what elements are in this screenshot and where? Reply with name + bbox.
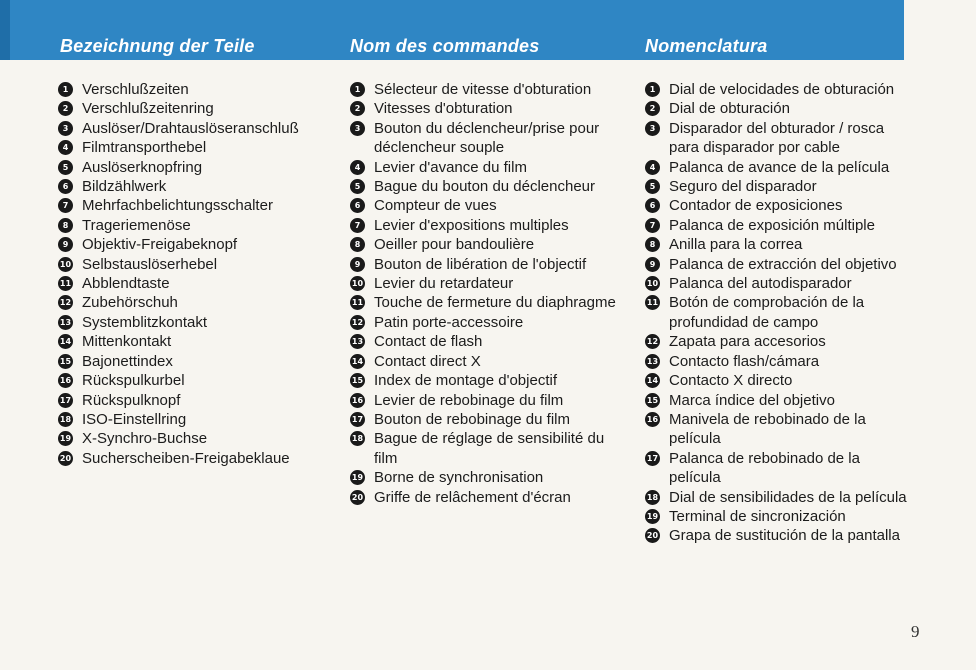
- item-label: Auslöserknopfring: [82, 158, 203, 176]
- list-item: [350, 99, 618, 118]
- list-item: [645, 99, 907, 118]
- number-badge: 20: [58, 451, 73, 466]
- list-item: [350, 158, 618, 177]
- list-item: [350, 410, 618, 429]
- list-item: [350, 216, 618, 235]
- number-badge: 15: [645, 393, 660, 408]
- number-badge: 14: [645, 373, 660, 388]
- list-item: [58, 371, 328, 390]
- list-item: [350, 371, 618, 390]
- list-item: [58, 119, 328, 138]
- number-badge: 5: [645, 179, 660, 194]
- number-badge: 11: [58, 276, 73, 291]
- item-label: Mittenkontakt: [82, 333, 172, 351]
- number-badge: 5: [350, 179, 365, 194]
- list-item: [645, 526, 907, 545]
- edge-mark: [0, 0, 10, 60]
- item-label: Palanca de avance de la película: [669, 158, 890, 176]
- list-item: [58, 332, 328, 351]
- title-german: Bezeichnung der Teile: [60, 36, 255, 56]
- number-badge: 11: [645, 295, 660, 310]
- item-label: Disparador del obturador / rosca para disparador por cable: [669, 119, 885, 157]
- page-number: 9: [911, 622, 920, 641]
- list-item: [58, 429, 328, 448]
- number-badge: 8: [350, 237, 365, 252]
- list-item: [645, 119, 907, 158]
- item-label: Anilla para la correa: [669, 236, 803, 254]
- number-badge: 19: [645, 509, 660, 524]
- number-badge: 1: [645, 82, 660, 97]
- number-badge: 12: [350, 315, 365, 330]
- item-label: Marca índice del objetivo: [669, 391, 835, 409]
- number-badge: 17: [350, 412, 365, 427]
- item-label: Zapata para accesorios: [669, 333, 826, 351]
- number-badge: 7: [58, 198, 73, 213]
- french-parts-list: [350, 80, 618, 507]
- item-label: Compteur de vues: [374, 197, 497, 215]
- number-badge: 18: [58, 412, 73, 427]
- number-badge: 6: [58, 179, 73, 194]
- list-item: [350, 196, 618, 215]
- list-item: [58, 255, 328, 274]
- item-label: Contacto X directo: [669, 372, 793, 390]
- list-item: [645, 177, 907, 196]
- list-item: [58, 391, 328, 410]
- list-item: [645, 391, 907, 410]
- item-label: Grapa de sustitución de la pantalla: [669, 527, 900, 545]
- list-item: [58, 99, 328, 118]
- list-item: [645, 274, 907, 293]
- number-badge: 9: [58, 237, 73, 252]
- number-badge: 14: [350, 354, 365, 369]
- number-badge: 4: [645, 160, 660, 175]
- item-label: Dial de velocidades de obturación: [669, 81, 895, 98]
- number-badge: 3: [645, 121, 660, 136]
- number-badge: 4: [58, 140, 73, 155]
- number-badge: 7: [350, 218, 365, 233]
- number-badge: 10: [58, 257, 73, 272]
- item-label: Griffe de relâchement d'écran: [374, 488, 571, 506]
- list-item: [645, 332, 907, 351]
- item-label: Levier de rebobinage du film: [374, 391, 564, 409]
- list-item: [350, 429, 618, 468]
- number-badge: 14: [58, 334, 73, 349]
- item-label: Bajonettindex: [82, 352, 173, 370]
- list-item: [58, 158, 328, 177]
- number-badge: 19: [58, 431, 73, 446]
- list-item: [645, 507, 907, 526]
- number-badge: 2: [58, 101, 73, 116]
- item-label: Levier d'expositions multiples: [374, 216, 569, 234]
- item-label: Bouton de rebobinage du film: [374, 410, 570, 428]
- item-label: Verschlußzeiten: [82, 81, 189, 98]
- item-label: Selbstauslöserhebel: [82, 255, 218, 273]
- list-item: [645, 371, 907, 390]
- list-item: [645, 80, 907, 99]
- item-label: Rückspulkurbel: [82, 372, 185, 390]
- item-label: Index de montage d'objectif: [374, 372, 557, 390]
- item-label: Verschlußzeitenring: [82, 100, 214, 118]
- number-badge: 1: [350, 82, 365, 97]
- list-item: [645, 449, 907, 488]
- item-label: Bague du bouton du déclencheur: [374, 178, 596, 196]
- item-label: Zubehörschuh: [82, 294, 178, 312]
- item-label: ISO-Einstellring: [82, 410, 187, 428]
- number-badge: 8: [645, 237, 660, 252]
- item-label: Contador de exposiciones: [669, 197, 843, 215]
- item-label: Levier du retardateur: [374, 275, 514, 293]
- item-label: Contacto flash/cámara: [669, 352, 820, 370]
- list-item: [58, 410, 328, 429]
- number-badge: 8: [58, 218, 73, 233]
- item-label: Sucherscheiben-Freigabeklaue: [82, 449, 290, 467]
- number-badge: 18: [645, 490, 660, 505]
- number-badge: 10: [350, 276, 365, 291]
- list-item: [645, 216, 907, 235]
- number-badge: 16: [350, 393, 365, 408]
- list-item: [350, 177, 618, 196]
- number-badge: 17: [58, 393, 73, 408]
- spanish-parts-list: [645, 80, 907, 546]
- number-badge: 13: [350, 334, 365, 349]
- number-badge: 19: [350, 470, 365, 485]
- item-label: Palanca de extracción del objetivo: [669, 255, 897, 273]
- item-label: Dial de obturación: [669, 100, 790, 118]
- list-item: [645, 255, 907, 274]
- list-item: [350, 313, 618, 332]
- list-item: [645, 158, 907, 177]
- list-item: [645, 488, 907, 507]
- number-badge: 16: [58, 373, 73, 388]
- list-item: [645, 235, 907, 254]
- number-badge: 9: [645, 257, 660, 272]
- number-badge: 6: [350, 198, 365, 213]
- item-label: Bouton du déclencheur/prise pour déclencheur souple: [374, 119, 600, 157]
- list-item: [350, 468, 618, 487]
- list-item: [58, 235, 328, 254]
- number-badge: 7: [645, 218, 660, 233]
- title-spanish: Nomenclatura: [645, 36, 768, 56]
- number-badge: 1: [58, 82, 73, 97]
- list-item: [58, 80, 328, 99]
- list-item: [350, 274, 618, 293]
- number-badge: 12: [645, 334, 660, 349]
- list-item: [645, 352, 907, 371]
- number-badge: 3: [58, 121, 73, 136]
- item-label: Trageriemenöse: [82, 216, 191, 234]
- item-label: Dial de sensibilidades de la película: [669, 488, 907, 506]
- number-badge: 2: [645, 101, 660, 116]
- list-item: [350, 80, 618, 99]
- list-item: [350, 293, 618, 312]
- number-badge: 13: [58, 315, 73, 330]
- item-label: Terminal de sincronización: [669, 507, 846, 525]
- list-item: [350, 488, 618, 507]
- list-item: [350, 255, 618, 274]
- item-label: Auslöser/Drahtauslöseranschluß: [82, 119, 299, 137]
- list-item: [645, 410, 907, 449]
- number-badge: 5: [58, 160, 73, 175]
- number-badge: 9: [350, 257, 365, 272]
- item-label: Oeiller pour bandoulière: [374, 236, 535, 254]
- number-badge: 18: [350, 431, 365, 446]
- item-label: Patin porte-accessoire: [374, 313, 524, 331]
- number-badge: 10: [645, 276, 660, 291]
- item-label: Vitesses d'obturation: [374, 100, 513, 118]
- item-label: Touche de fermeture du diaphragme: [374, 294, 616, 312]
- item-label: Sélecteur de vitesse d'obturation: [374, 81, 592, 98]
- list-item: [350, 119, 618, 158]
- item-label: Bildzählwerk: [82, 178, 167, 196]
- item-label: Bague de réglage de sensibilité du film: [374, 430, 605, 467]
- item-label: Bouton de libération de l'objectif: [374, 255, 587, 273]
- item-label: Seguro del disparador: [669, 178, 817, 196]
- item-label: Levier d'avance du film: [374, 158, 527, 176]
- number-badge: 20: [350, 490, 365, 505]
- item-label: Manivela de rebobinado de la película: [669, 410, 866, 448]
- item-label: Palanca del autodisparador: [669, 275, 852, 293]
- number-badge: 15: [350, 373, 365, 388]
- item-label: Contact direct X: [374, 352, 481, 370]
- list-item: [645, 293, 907, 332]
- number-badge: 6: [645, 198, 660, 213]
- number-badge: 4: [350, 160, 365, 175]
- number-badge: 15: [58, 354, 73, 369]
- list-item: [58, 196, 328, 215]
- list-item: [58, 177, 328, 196]
- item-label: Objektiv-Freigabeknopf: [82, 236, 238, 254]
- number-badge: 20: [645, 528, 660, 543]
- item-label: Palanca de exposición múltiple: [669, 216, 875, 234]
- list-item: [58, 293, 328, 312]
- list-item: [350, 235, 618, 254]
- number-badge: 16: [645, 412, 660, 427]
- number-badge: 13: [645, 354, 660, 369]
- item-label: Filmtransporthebel: [82, 139, 207, 157]
- list-item: [350, 391, 618, 410]
- number-badge: 12: [58, 295, 73, 310]
- item-label: Botón de comprobación de la profundidad de campo: [669, 294, 865, 331]
- list-item: [58, 138, 328, 157]
- item-label: Systemblitzkontakt: [82, 313, 208, 331]
- title-french: Nom des commandes: [350, 36, 540, 56]
- list-item: [58, 216, 328, 235]
- list-item: [645, 196, 907, 215]
- item-label: Palanca de rebobinado de la película: [669, 449, 860, 487]
- item-label: Borne de synchronisation: [374, 469, 544, 487]
- list-item: [58, 449, 328, 468]
- number-badge: 2: [350, 101, 365, 116]
- list-item: [350, 332, 618, 351]
- item-label: X-Synchro-Buchse: [82, 430, 208, 448]
- number-badge: 17: [645, 451, 660, 466]
- list-item: [58, 274, 328, 293]
- number-badge: 3: [350, 121, 365, 136]
- item-label: Contact de flash: [374, 333, 483, 351]
- list-item: [350, 352, 618, 371]
- list-item: [58, 313, 328, 332]
- list-item: [58, 352, 328, 371]
- number-badge: 11: [350, 295, 365, 310]
- item-label: Abblendtaste: [82, 275, 170, 293]
- german-parts-list: [58, 80, 328, 468]
- item-label: Mehrfachbelichtungsschalter: [82, 197, 273, 215]
- item-label: Rückspulknopf: [82, 391, 181, 409]
